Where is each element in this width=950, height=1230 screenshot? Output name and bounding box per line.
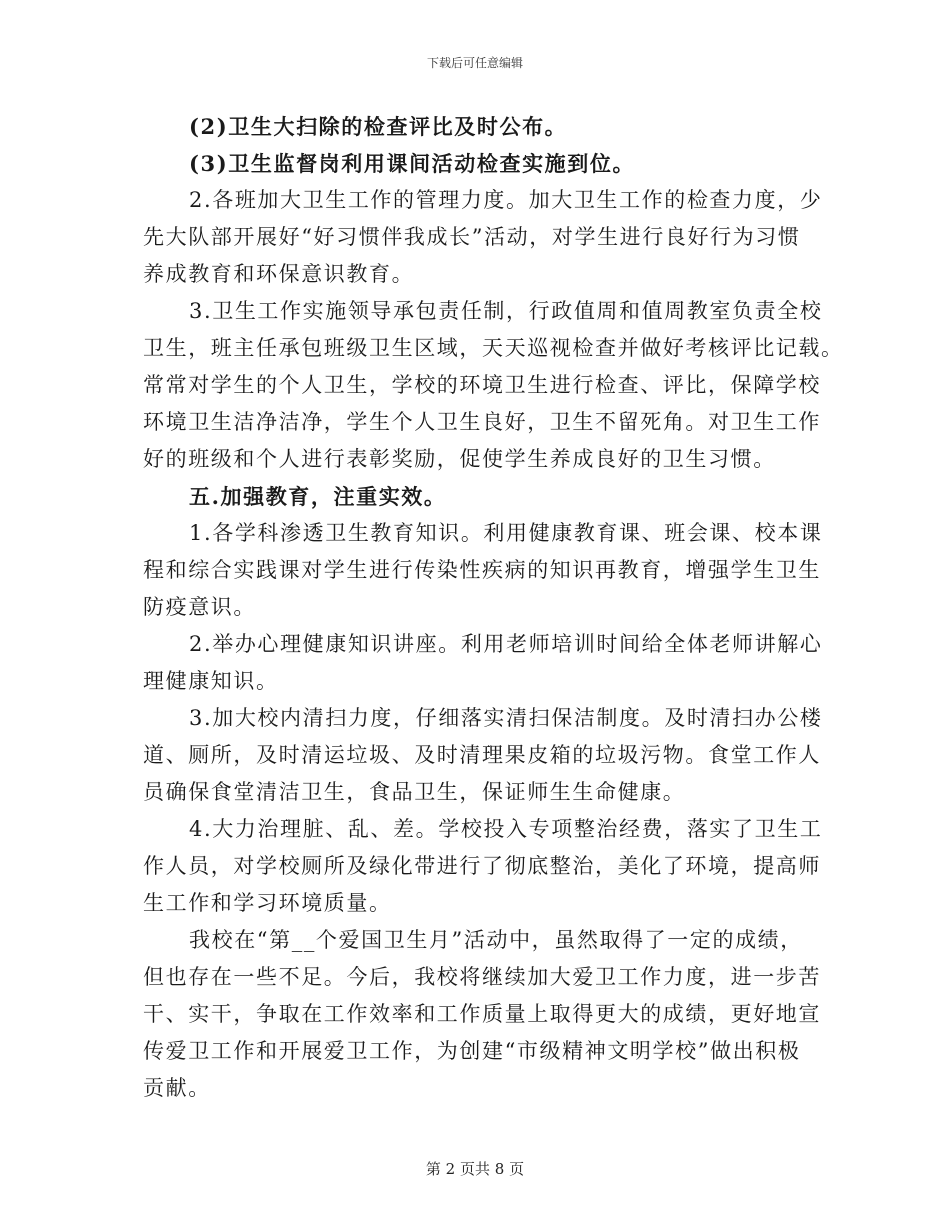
- paragraph-line: 程和综合实践课对学生进行传染性疾病的知识再教育，增强学生卫生: [143, 558, 821, 582]
- section-heading: [143, 478, 803, 515]
- paragraph-line: 传爱卫工作和开展爱卫工作，为创建“市级精神文明学校”做出积极: [143, 1039, 801, 1063]
- paragraph-line: 先大队部开展好“好习惯伴我成长”活动，对学生进行良好行为习惯: [143, 225, 801, 249]
- page-header: 下载后可任意编辑: [426, 56, 523, 70]
- paragraph-line: (3)卫生监督岗利用课间活动检查实施到位。: [189, 151, 636, 176]
- paragraph-line: 道、厕所，及时清运垃圾、及时清理果皮箱的垃圾污物。食堂工作人: [143, 743, 821, 767]
- paragraph-line: 养成教育和环保意识教育。: [143, 262, 415, 286]
- paragraph-line: 好的班级和个人进行表彰奖励，促使学生养成良好的卫生习惯。: [143, 447, 776, 471]
- paragraph-line: 环境卫生洁净洁净，学生个人卫生良好，卫生不留死角。对卫生工作: [143, 410, 821, 434]
- paragraph-line: 2.各班加大卫生工作的管理力度。加大卫生工作的检查力度，少: [189, 188, 823, 212]
- paragraph-line: 五.加强教育，注重实效。: [189, 484, 447, 509]
- paragraph-line: 贡献。: [143, 1076, 211, 1100]
- paragraph-line: 作人员，对学校厕所及绿化带进行了彻底整治，美化了环境，提高师: [143, 854, 821, 878]
- document-body: [143, 108, 844, 1107]
- paragraph-line: 我校在“第__个爱国卫生月”活动中，虽然取得了一定的成绩，: [189, 928, 803, 952]
- paragraph-line: 1.各学科渗透卫生教育知识。利用健康教育课、班会课、校本课: [189, 521, 823, 545]
- paragraph-line: 常常对学生的个人卫生，学校的环境卫生进行检查、评比，保障学校: [143, 373, 821, 397]
- heading-item-2: [143, 108, 803, 145]
- paragraph-line: 干、实干，争取在工作效率和工作质量上取得更大的成绩，更好地宣: [143, 1002, 821, 1026]
- paragraph-line: 理健康知识。: [143, 669, 279, 693]
- paragraph-line: 员确保食堂清洁卫生，食品卫生，保证师生生命健康。: [143, 780, 686, 804]
- paragraph-line: 卫生，班主任承包班级卫生区域，天天巡视检查并做好考核评比记载。: [143, 336, 844, 360]
- paragraph: [143, 922, 821, 1107]
- paragraph: [143, 515, 823, 626]
- paragraph-line: 3.卫生工作实施领导承包责任制，行政值周和值周教室负责全校: [189, 299, 823, 323]
- paragraph: [143, 811, 823, 922]
- paragraph-line: 4.大力治理脏、乱、差。学校投入专项整治经费，落实了卫生工: [189, 817, 823, 841]
- paragraph: [143, 626, 823, 700]
- paragraph-line: 生工作和学习环境质量。: [143, 891, 392, 915]
- paragraph-line: (2)卫生大扫除的检查评比及时公布。: [189, 114, 568, 139]
- paragraph: [143, 293, 844, 478]
- paragraph: [143, 700, 823, 811]
- paragraph: [143, 182, 823, 293]
- paragraph-line: 3.加大校内清扫力度，仔细落实清扫保洁制度。及时清扫办公楼: [189, 706, 823, 730]
- page-number: 第 2 页共 8 页: [425, 1160, 525, 1178]
- paragraph-line: 但也存在一些不足。今后，我校将继续加大爱卫工作力度，进一步苦: [143, 965, 821, 989]
- paragraph-line: 防疫意识。: [143, 595, 256, 619]
- heading-item-3: [143, 145, 803, 182]
- paragraph-line: 2.举办心理健康知识讲座。利用老师培训时间给全体老师讲解心: [189, 632, 823, 656]
